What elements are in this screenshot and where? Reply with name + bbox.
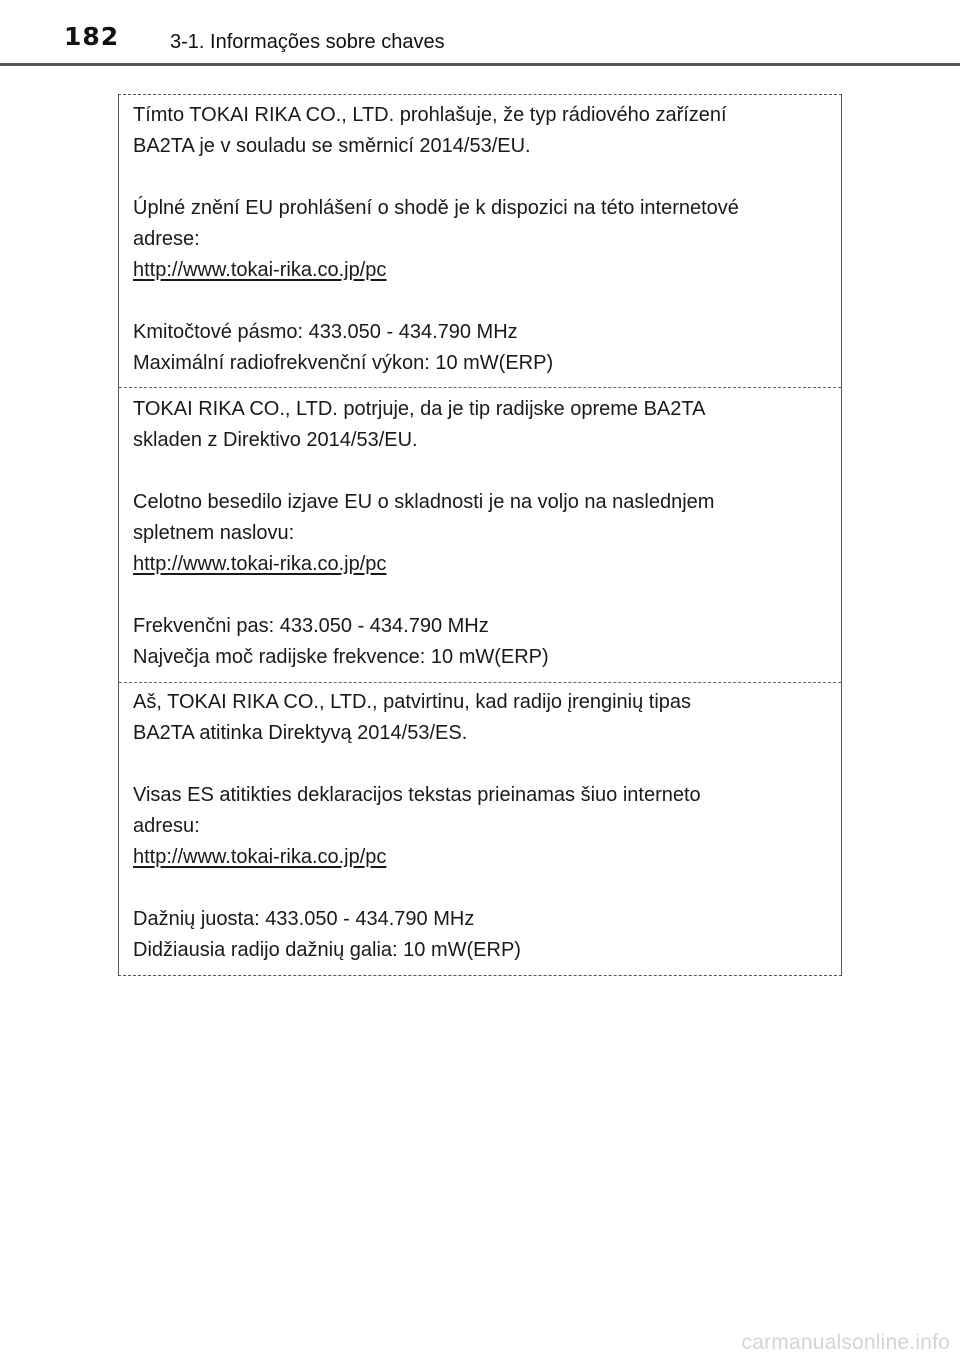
max-power: Največja moč radijske frekvence: 10 mW(ERP) (133, 646, 549, 668)
full-text-line-1: Úplné znění EU prohlášení o shodě je k dispozici na této internetové (133, 197, 739, 219)
page-number: 182 (64, 22, 120, 51)
declaration-url-link[interactable]: http://www.tokai-rika.co.jp/pc (133, 553, 387, 575)
frequency-band: Dažnių juosta: 433.050 - 434.790 MHz (133, 908, 475, 930)
notice-section-czech (119, 95, 841, 387)
regulatory-notice-box (118, 94, 842, 976)
frequency-band: Kmitočtové pásmo: 433.050 - 434.790 MHz (133, 321, 518, 343)
paragraph-gap (133, 873, 827, 904)
declaration-line-1: Aš, TOKAI RIKA CO., LTD., patvirtinu, kad radijo įrenginių tipas (133, 691, 692, 713)
paragraph-gap (133, 162, 827, 193)
declaration-line-1: TOKAI RIKA CO., LTD. potrjuje, da je tip radijske opreme BA2TA (133, 398, 706, 420)
notice-section-lithuanian (119, 682, 841, 975)
paragraph-gap (133, 580, 827, 611)
paragraph-gap (133, 749, 827, 780)
full-text-line-1: Celotno besedilo izjave EU o skladnosti je na voljo na naslednjem (133, 491, 715, 513)
site-watermark: carmanualsonline.info (741, 1331, 950, 1354)
declaration-url-link[interactable]: http://www.tokai-rika.co.jp/pc (133, 259, 387, 281)
full-text-line-2: adrese: (133, 228, 200, 250)
declaration-line-1: Tímto TOKAI RIKA CO., LTD. prohlašuje, že typ rádiového zařízení (133, 104, 727, 126)
full-text-line-2: spletnem naslovu: (133, 522, 295, 544)
declaration-line-2: BA2TA je v souladu se směrnicí 2014/53/EU. (133, 135, 531, 157)
frequency-band: Frekvenčni pas: 433.050 - 434.790 MHz (133, 615, 489, 637)
max-power: Maximální radiofrekvenční výkon: 10 mW(ERP) (133, 352, 554, 374)
page-header (0, 0, 960, 66)
full-text-line-1: Visas ES atitikties deklaracijos tekstas prieinamas šiuo interneto (133, 784, 701, 806)
paragraph-gap (133, 286, 827, 317)
full-text-line-2: adresu: (133, 815, 200, 837)
header-divider (0, 63, 960, 66)
declaration-url-link[interactable]: http://www.tokai-rika.co.jp/pc (133, 846, 387, 868)
declaration-line-2: BA2TA atitinka Direktyvą 2014/53/ES. (133, 722, 468, 744)
declaration-line-2: skladen z Direktivo 2014/53/EU. (133, 429, 418, 451)
paragraph-gap (133, 456, 827, 487)
notice-section-slovenian (119, 387, 841, 682)
section-title: 3-1. Informações sobre chaves (170, 31, 445, 53)
max-power: Didžiausia radijo dažnių galia: 10 mW(ERP) (133, 939, 521, 961)
